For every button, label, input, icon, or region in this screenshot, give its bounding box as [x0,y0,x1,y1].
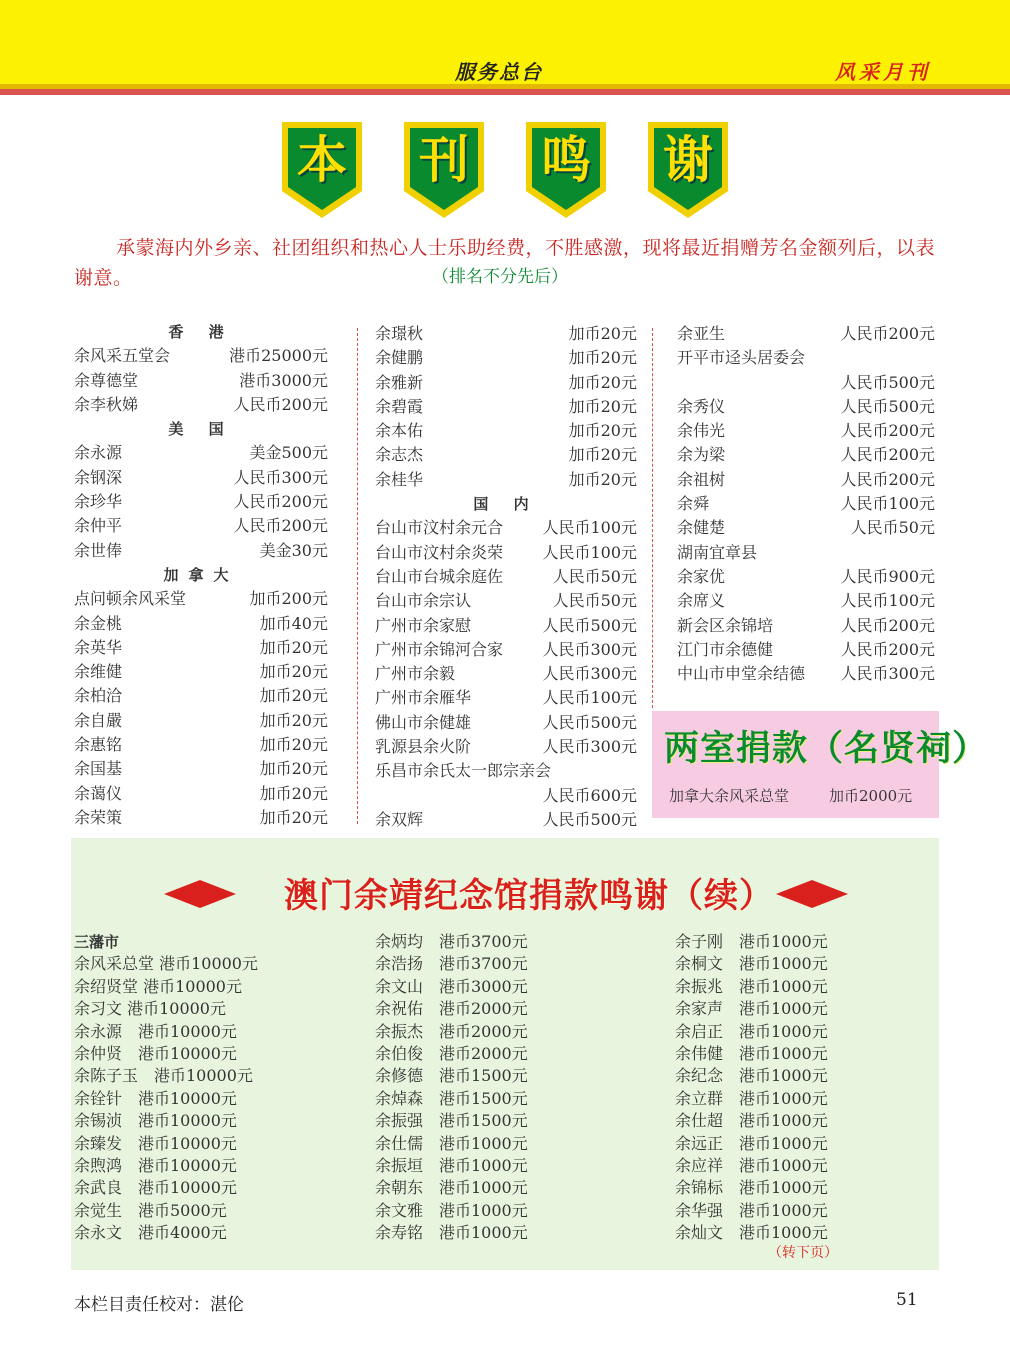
donor-row [375,443,637,467]
donor-row [375,784,637,808]
donor-name: 余伟光 [677,421,726,441]
donation-amount: 人民币900元 [840,566,935,586]
donation-amount: 人民币500元 [542,809,637,829]
region-label: 美 国 [168,420,234,439]
donor-row [375,662,637,686]
region-heading: 三藩市 [74,933,120,951]
donor-name: 余国基 [74,759,123,779]
donor-entry: 余锦标 港币1000元 [675,1178,828,1198]
donor-name: 余蔼仪 [74,783,123,803]
donor-name: 余席义 [677,591,726,611]
donor-row [74,782,328,806]
donor-entry: 余永源 港币10000元 [74,1021,237,1041]
donor-row [375,565,637,589]
donor-name: 余璟秋 [375,324,424,343]
donor-name: 余家优 [677,566,726,586]
donor-row [74,636,328,660]
donation-amount: 人民币200元 [233,394,328,414]
region-label: 加拿大 [163,565,239,584]
donor-name: 余自嚴 [74,710,123,730]
donor-entry: 余仕超 港币1000元 [675,1111,828,1131]
donor-row [74,709,328,733]
magazine-title: 风采月刊 [835,60,931,84]
donor-name: 点问顿余风采堂 [74,589,187,609]
donor-entry: 余永文 港币4000元 [74,1223,227,1243]
donor-entry: 余觉生 港币5000元 [74,1200,227,1220]
title-char: 本 [297,131,347,189]
donor-entry: 余家声 港币1000元 [675,999,828,1019]
intro-note: （排名不分先后） [432,267,568,287]
donation-amount: 加币20元 [568,396,637,416]
donor-entry: 余焯森 港币1500元 [375,1088,528,1108]
donor-name: 余本佑 [375,421,424,441]
donor-entry: 余习文 港币10000元 [74,999,226,1019]
donation-amount: 人民币100元 [542,542,637,562]
donation-amount: 人民币300元 [542,664,637,684]
donation-amount: 美金30元 [259,540,328,560]
donor-row [375,541,637,565]
donation-amount: 加币20元 [259,686,328,706]
donor-entry: 余炳均 港币3700元 [375,932,528,951]
donor-entry: 余华强 港币1000元 [675,1200,828,1220]
donation-amount: 加币20元 [259,735,328,755]
donor-row [375,516,637,540]
donor-name: 余金桃 [74,613,123,633]
donor-row [74,514,328,538]
donor-row [677,541,935,565]
header-stripe-red [0,89,1010,95]
donor-entry: 余振杰 港币2000元 [375,1021,528,1041]
donor-row [74,490,328,514]
donor-entry: 余绍贤堂 港币10000元 [74,976,242,996]
donation-amount: 人民币50元 [552,566,637,586]
donor-name: 余尊德堂 [74,370,139,390]
donation-amount: 加币40元 [259,613,328,633]
donor-name: 余荣策 [74,807,123,827]
donor-entry: 余煦鸿 港币10000元 [74,1155,237,1175]
donor-entry: 余铨针 港币10000元 [74,1088,237,1108]
donor-entry: 余伟健 港币1000元 [675,1043,828,1063]
region-heading [74,320,328,344]
donor-name: 余珍华 [74,492,123,512]
donor-column-3 [677,322,935,686]
donation-amount: 加币20元 [259,662,328,682]
donor-name: 余永源 [74,443,123,463]
intro-text: 承蒙海内外乡亲、社团组织和热心人士乐助经费，不胜感激，现将最近捐赠芳名金额列后，以表谢意。 [74,237,936,289]
region-heading [74,563,328,587]
donor-entry: 余锡浈 港币10000元 [74,1111,237,1131]
donor-name: 余风采五堂会 [74,346,171,366]
donor-entry: 余启正 港币1000元 [675,1021,828,1041]
donation-amount: 人民币600元 [542,785,637,805]
title-char: 鸣 [541,131,591,189]
donor-entry: 余朝东 港币1000元 [375,1178,528,1198]
donor-row [375,346,637,370]
ancestral-hall-box [652,711,989,818]
donor-row [375,614,637,638]
donation-amount: 人民币500元 [542,712,637,732]
donor-entry: 余浩扬 港币3700元 [375,954,528,974]
title-badge [282,122,362,218]
donor-entry: 余伯俊 港币2000元 [375,1043,528,1063]
donor-row [677,516,935,540]
donor-row [375,395,637,419]
donor-row [74,441,328,465]
donation-amount: 加币20元 [259,807,328,827]
donor-row [677,614,935,638]
donor-row [74,757,328,781]
donation-amount: 加币20元 [259,783,328,803]
donation-amount: 人民币200元 [840,324,935,343]
donation-amount: 加币20元 [568,348,637,368]
donor-column-2 [375,322,637,832]
donor-name: 广州市余锦河合家 [375,639,504,659]
donor-entry: 余立群 港币1000元 [675,1088,828,1108]
donor-name: 余维健 [74,662,123,682]
donation-amount: 人民币100元 [542,518,637,538]
donor-name: 余柏洽 [74,686,123,706]
donation-amount: 人民币500元 [840,372,935,392]
donor-row [677,565,935,589]
donor-row [375,686,637,710]
donor-row [74,466,328,490]
donor-name: 余世俸 [74,540,123,560]
donation-amount: 人民币300元 [233,467,328,487]
donor-row [375,711,637,735]
donor-row [74,344,328,368]
donor-row [375,759,637,783]
donor-name: 乳源县余火阶 [375,737,472,757]
donation-amount: 加币200元 [249,589,328,609]
column-divider [652,328,653,708]
donor-name: 广州市余毅 [375,664,456,684]
donation-amount: 人民币200元 [840,445,935,465]
donor-name: 广州市余雁华 [375,688,472,708]
donor-name: 新会区余锦培 [677,615,774,635]
donor-row [677,346,935,370]
donor-entry: 余陈子玉 港币10000元 [74,1066,253,1086]
region-heading [375,492,637,516]
donor-entry: 余灿文 港币1000元 [675,1223,828,1243]
donor-row [375,371,637,395]
donor-name: 余健鹏 [375,348,424,368]
donation-amount: 人民币200元 [840,615,935,635]
donation-amount: 人民币500元 [542,615,637,635]
donor-row [677,322,935,346]
donor-entry: 余文雅 港币1000元 [375,1200,528,1220]
donor-row [677,662,935,686]
donor-entry: 余仲贤 港币10000元 [74,1043,237,1063]
donor-row [375,808,637,832]
donor-row [677,419,935,443]
ancestral-amount: 加币2000元 [829,787,913,805]
donation-amount: 加币20元 [259,710,328,730]
donor-name: 江门市余德健 [677,639,774,659]
title-char: 谢 [663,131,713,189]
donor-name: 余桂华 [375,469,424,489]
donor-entry: 余仕儒 港币1000元 [375,1133,528,1153]
donor-row [74,587,328,611]
donor-entry: 余振强 港币1500元 [375,1111,528,1131]
donor-entry: 余纪念 港币1000元 [675,1066,828,1086]
donor-entry: 余应祥 港币1000元 [675,1155,828,1175]
donation-amount: 人民币200元 [840,639,935,659]
donation-amount: 港币3000元 [239,370,328,390]
donor-row [677,443,935,467]
donor-column-1 [74,320,328,830]
donor-name: 余为梁 [677,445,726,465]
donation-amount: 加币20元 [259,637,328,657]
donor-row [74,612,328,636]
donor-name: 余双辉 [375,809,424,829]
donor-name: 台山市余宗认 [375,591,472,611]
donor-name: 台山市汶村余元合 [375,518,504,538]
region-label: 国 内 [473,495,539,514]
donor-row [74,733,328,757]
donation-amount: 人民币100元 [840,494,935,514]
donor-name: 乐昌市余氏太一郎宗亲会 [375,761,552,781]
title-badge [526,122,606,218]
donor-entry: 余寿铭 港币1000元 [375,1223,528,1243]
donor-row [74,539,328,563]
donor-row [375,322,637,346]
donor-row [677,492,935,516]
donor-name: 余秀仪 [677,396,726,416]
donor-name: 余舜 [677,494,710,514]
donor-entry: 余修德 港币1500元 [375,1066,528,1086]
donor-entry: 余祝佑 港币2000元 [375,999,528,1019]
donation-amount: 人民币200元 [840,469,935,489]
donation-amount: 人民币200元 [840,421,935,441]
donor-row [677,638,935,662]
column-divider [357,328,358,824]
ancestral-donor: 加拿大余风采总堂 [669,787,790,805]
macau-column-2 [375,931,528,1244]
macau-title: 澳门余靖纪念馆捐款鸣谢（续） [284,876,774,916]
donation-amount: 人民币50元 [850,518,935,538]
donation-amount: 人民币200元 [233,516,328,536]
donation-amount: 加币20元 [568,372,637,392]
donor-row [74,684,328,708]
donor-name: 开平市迳头居委会 [677,348,806,368]
donor-row [74,660,328,684]
donor-name: 余祖树 [677,469,726,489]
title-char: 刊 [419,131,469,189]
donor-name: 余雅新 [375,372,424,392]
donor-row [375,419,637,443]
donor-name: 广州市余家慰 [375,615,472,635]
continued-note: （转下页） [768,1245,838,1261]
donor-row [375,735,637,759]
donation-amount: 人民币500元 [840,396,935,416]
donor-name: 余惠铭 [74,735,123,755]
donation-amount: 人民币300元 [542,639,637,659]
donor-name: 湖南宜章县 [677,542,758,562]
donor-name: 余健楚 [677,518,726,538]
donor-entry: 余振兆 港币1000元 [675,976,828,996]
donor-name: 余亚生 [677,324,726,343]
donation-amount: 人民币300元 [542,737,637,757]
title-badge [648,122,728,218]
donor-entry: 余文山 港币3000元 [375,976,528,996]
donation-amount: 加币20元 [568,324,637,343]
region-heading [74,417,328,441]
donor-name: 余英华 [74,637,123,657]
donor-row [375,638,637,662]
macau-column-3 [675,931,828,1244]
donation-amount: 人民币300元 [840,664,935,684]
donor-entry: 余武良 港币10000元 [74,1178,237,1198]
donation-amount: 美金500元 [249,443,328,463]
ancestral-title: 两室捐款（名贤祠） [664,729,989,769]
donor-name: 余志杰 [375,445,424,465]
donor-name: 余碧霞 [375,396,424,416]
donor-name: 余李秋娣 [74,394,139,414]
donor-row [677,468,935,492]
section-title: 服务总台 [455,60,543,84]
donor-row [74,369,328,393]
donor-row [74,806,328,830]
donation-amount: 人民币200元 [233,492,328,512]
donation-amount: 人民币100元 [542,688,637,708]
donation-amount: 加币20元 [568,421,637,441]
proofreader-credit: 本栏目责任校对：湛伦 [74,1295,244,1315]
title-badge [404,122,484,218]
donation-amount: 港币25000元 [229,346,328,366]
donor-entry: 余子刚 港币1000元 [675,932,828,951]
page-number: 51 [896,1290,918,1310]
donor-entry: 余臻发 港币10000元 [74,1133,237,1153]
donor-row [677,371,935,395]
donation-amount: 加币20元 [568,469,637,489]
donor-row [375,468,637,492]
donor-entry: 余风采总堂 港币10000元 [74,954,258,974]
donor-name: 佛山市余健雄 [375,712,472,732]
donor-row [677,589,935,613]
donor-row [74,393,328,417]
donation-amount: 人民币50元 [552,591,637,611]
donor-entry: 余振垣 港币1000元 [375,1155,528,1175]
donor-name: 中山市申堂余结德 [677,664,806,684]
donor-row [677,395,935,419]
donor-name: 余钢深 [74,467,123,487]
donor-name: 余仲平 [74,516,123,536]
donor-entry: 余远正 港币1000元 [675,1133,828,1153]
donation-amount: 加币20元 [568,445,637,465]
donor-name: 台山市汶村余炎荣 [375,542,504,562]
region-label: 香 港 [168,323,234,341]
donor-row [375,589,637,613]
donation-amount: 加币20元 [259,759,328,779]
donation-amount: 人民币100元 [840,591,935,611]
donor-entry: 余桐文 港币1000元 [675,954,828,974]
donor-name: 台山市台城余庭佐 [375,566,504,586]
macau-column-1 [74,931,258,1244]
